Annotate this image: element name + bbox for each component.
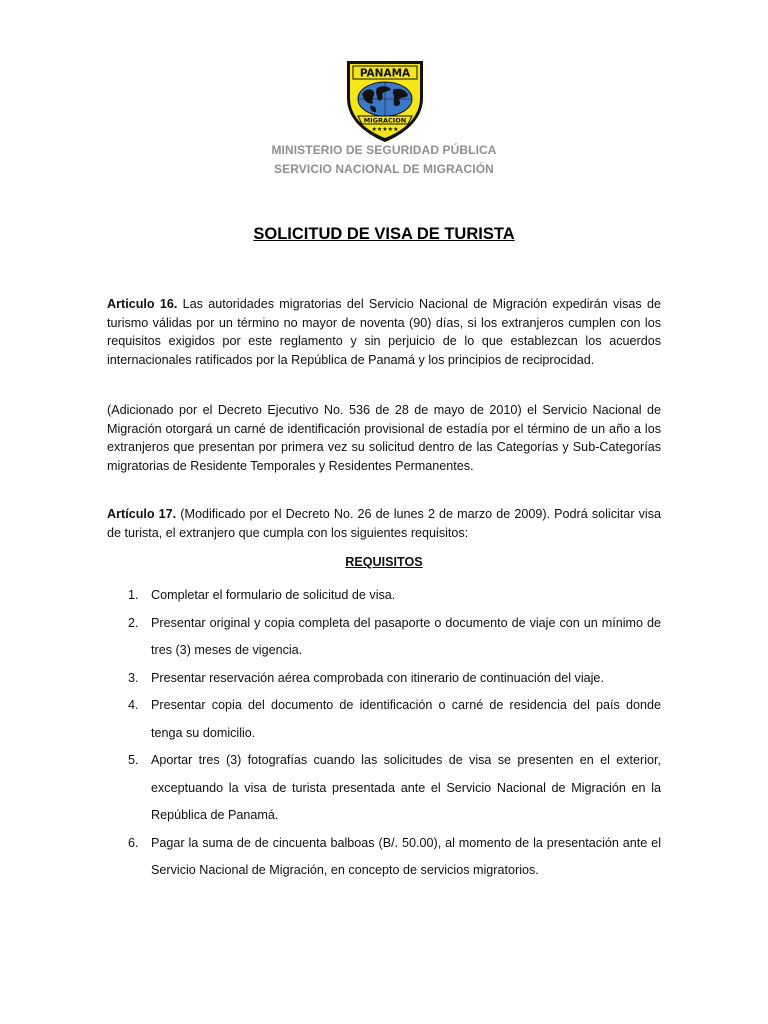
- requirement-text: Presentar reservación aérea comprobada con itinerario de continuación del viaje.: [151, 670, 604, 685]
- article-16-text: Las autoridades migratorias del Servicio Nacional de Migración expedirán visas de turismo válidas por un término no mayor de noventa (90) días, si los extranjeros cumplen con los requisitos exigidos por este reglamento y sin perjuicio de lo que establezcan los acuerdos internacionales ratificados por la República de Panamá y los principios de reciprocidad.: [107, 297, 661, 367]
- requirement-number: 3.: [128, 670, 139, 685]
- document-title: SOLICITUD DE VISA DE TURISTA: [253, 225, 515, 243]
- requirement-item: [128, 747, 661, 830]
- requirement-number: 4.: [128, 698, 139, 712]
- requirement-item: [128, 610, 661, 665]
- requirement-item: [128, 582, 661, 610]
- requirement-number: 5.: [128, 753, 139, 767]
- requirement-text: Aportar tres (3) fotografías cuando las solicitudes de visa se presenten en el exterior, exceptuando la visa de turista presentada ante el Servicio Nacional de Migración en la República de Panamá.: [151, 753, 661, 822]
- ministry-line-1: MINISTERIO DE SEGURIDAD PÚBLICA: [271, 143, 497, 157]
- article-17-text: (Modificado por el Decreto No. 26 de lunes 2 de marzo de 2009). Podrá solicitar visa de turista, el extranjero que cumpla con los siguientes requisitos:: [107, 507, 661, 540]
- requirement-number: 2.: [128, 615, 139, 630]
- requirement-text: Presentar original y copia completa del pasaporte o documento de viaje con un mínimo de tres (3) meses de vigencia.: [151, 615, 661, 657]
- requirements-heading: REQUISITOS: [345, 555, 423, 569]
- logo-bottom-text: MIGRACION: [363, 116, 407, 125]
- article-17-paragraph: [107, 505, 661, 542]
- requirement-text: Presentar copia del documento de identificación o carné de residencia del país donde tenga su domicilio.: [151, 698, 661, 740]
- decree-536-paragraph: (Adicionado por el Decreto Ejecutivo No. 536 de 28 de mayo de 2010) el Servicio Nacional de Migración otorgará un carné de identificación provisional de estadía por el término de un año a los extranjeros que presentan por primera vez su solicitud dentro de las Categorías y Sub-Categorías migratorias de Residente Temporales y Residentes Permanentes.: [107, 403, 661, 473]
- requirement-item: [128, 665, 661, 693]
- logo-stars: ★★★★★: [371, 126, 399, 133]
- requirement-text: Pagar la suma de de cincuenta balboas (B/. 50.00), al momento de la presentación ante el Servicio Nacional de Migración, en concepto de servicios migratorios.: [151, 835, 661, 877]
- requirements-list: [128, 582, 661, 885]
- requirement-number: 6.: [128, 835, 139, 850]
- article-16-paragraph: [107, 295, 661, 369]
- migracion-logo: [344, 58, 426, 144]
- requirement-number: 1.: [128, 588, 139, 602]
- article-16-label: Articulo 16.: [107, 297, 178, 311]
- shield-emblem-icon: [344, 58, 426, 144]
- article-17-label: Artículo 17.: [107, 507, 177, 521]
- ministry-line-2: SERVICIO NACIONAL DE MIGRACIÓN: [274, 162, 494, 176]
- requirement-item: [128, 692, 661, 747]
- requirement-text: Completar el formulario de solicitud de visa.: [151, 588, 396, 602]
- requirement-item: [128, 830, 661, 885]
- logo-top-text: PANAMA: [359, 67, 411, 80]
